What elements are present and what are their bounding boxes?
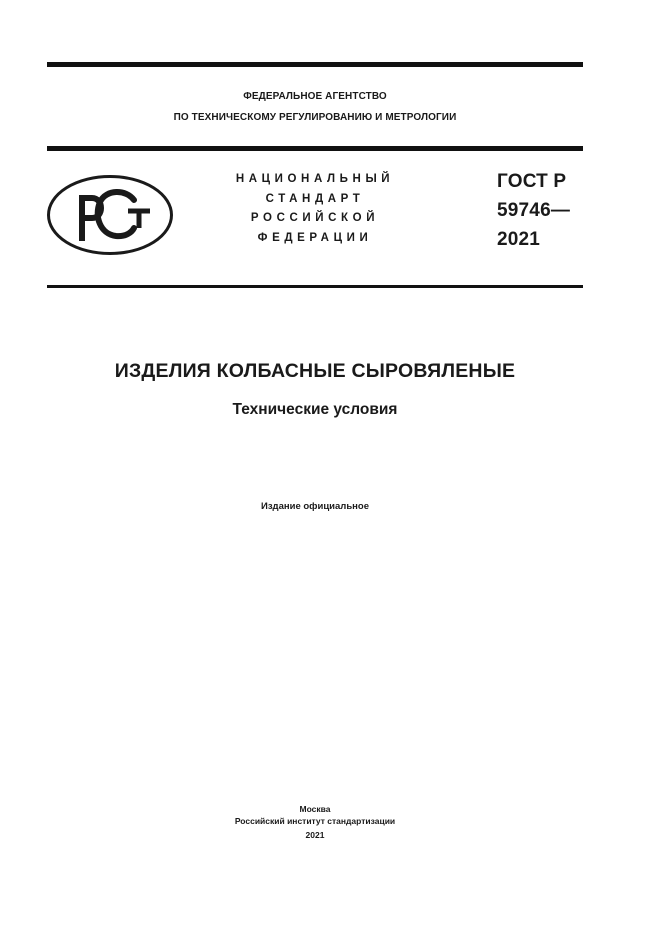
agency-line-2: ПО ТЕХНИЧЕСКОМУ РЕГУЛИРОВАНИЮ И МЕТРОЛОГИИ bbox=[173, 112, 457, 123]
document-title: ИЗДЕЛИЯ КОЛБАСНЫЕ СЫРОВЯЛЕНЫЕ bbox=[114, 360, 516, 382]
imprint-year: 2021 bbox=[305, 830, 325, 840]
imprint-city: Москва bbox=[299, 804, 331, 814]
edition-note: Издание официальное bbox=[261, 501, 369, 512]
standard-type-line: СТАНДАРТ bbox=[265, 193, 365, 205]
standard-type-line: ФЕДЕРАЦИИ bbox=[257, 232, 373, 244]
standard-designation-line: 2021 bbox=[497, 229, 541, 250]
bottom-rule bbox=[47, 285, 583, 288]
standard-designation-line: 59746— bbox=[497, 200, 571, 221]
gost-r-certification-mark-icon bbox=[46, 174, 174, 256]
top-rule bbox=[47, 62, 583, 67]
imprint-publisher: Российский институт стандартизации bbox=[234, 816, 396, 826]
standard-type-line: РОССИЙСКОЙ bbox=[250, 212, 380, 224]
agency-line-1: ФЕДЕРАЛЬНОЕ АГЕНТСТВО bbox=[243, 91, 387, 102]
middle-rule bbox=[47, 146, 583, 151]
standard-type-line: НАЦИОНАЛЬНЫЙ bbox=[235, 173, 395, 185]
document-subtitle: Технические условия bbox=[232, 401, 398, 418]
standard-designation-line: ГОСТ Р bbox=[497, 171, 567, 192]
